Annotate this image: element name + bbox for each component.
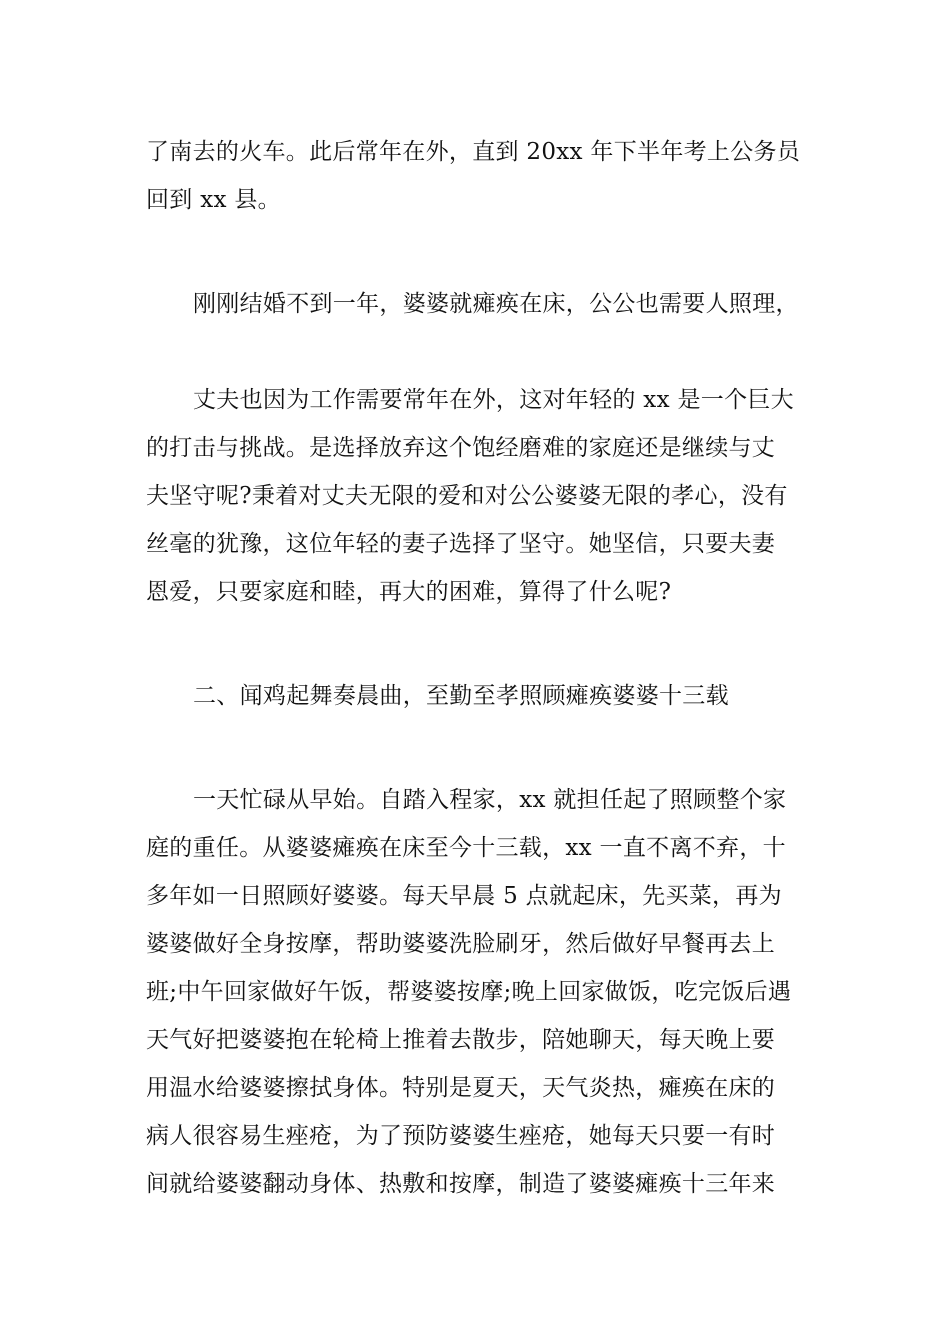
text-line: 丈夫也因为工作需要常年在外，这对年轻的 xx 是一个巨大 — [193, 387, 794, 413]
text-line: 用温水给婆婆擦拭身体。特别是夏天，天气炎热，瘫痪在床的 — [146, 1075, 776, 1101]
section-heading: 二、闻鸡起舞奏晨曲，至勤至孝照顾瘫痪婆婆十三载 — [193, 683, 729, 709]
text-line: 恩爱，只要家庭和睦，再大的困难，算得了什么呢? — [146, 579, 672, 605]
text-line: 刚刚结婚不到一年，婆婆就瘫痪在床，公公也需要人照理， — [193, 291, 799, 317]
text-line: 夫坚守呢?秉着对丈夫无限的爱和对公公婆婆无限的孝心，没有 — [146, 483, 788, 509]
text-line: 了南去的火车。此后常年在外，直到 20xx 年下半年考上公务员 — [146, 139, 801, 165]
text-line: 回到 xx 县。 — [146, 187, 281, 213]
text-line: 丝毫的犹豫，这位年轻的妻子选择了坚守。她坚信，只要夫妻 — [146, 531, 776, 557]
text-line: 婆婆做好全身按摩，帮助婆婆洗脸刷牙，然后做好早餐再去上 — [146, 931, 776, 957]
text-line: 多年如一日照顾好婆婆。每天早晨 5 点就起床，先买菜，再为 — [146, 883, 782, 909]
text-line: 庭的重任。从婆婆瘫痪在床至今十三载，xx 一直不离不弃，十 — [146, 835, 786, 861]
text-line: 间就给婆婆翻动身体、热敷和按摩，制造了婆婆瘫痪十三年来 — [146, 1171, 776, 1197]
text-line: 班;中午回家做好午饭，帮婆婆按摩;晚上回家做饭，吃完饭后遇 — [146, 979, 792, 1005]
text-line: 的打击与挑战。是选择放弃这个饱经磨难的家庭还是继续与丈 — [146, 435, 776, 461]
text-line: 一天忙碌从早始。自踏入程家，xx 就担任起了照顾整个家 — [193, 787, 787, 813]
text-line: 天气好把婆婆抱在轮椅上推着去散步，陪她聊天，每天晚上要 — [146, 1027, 776, 1053]
text-line: 病人很容易生痤疮，为了预防婆婆生痤疮，她每天只要一有时 — [146, 1123, 776, 1149]
